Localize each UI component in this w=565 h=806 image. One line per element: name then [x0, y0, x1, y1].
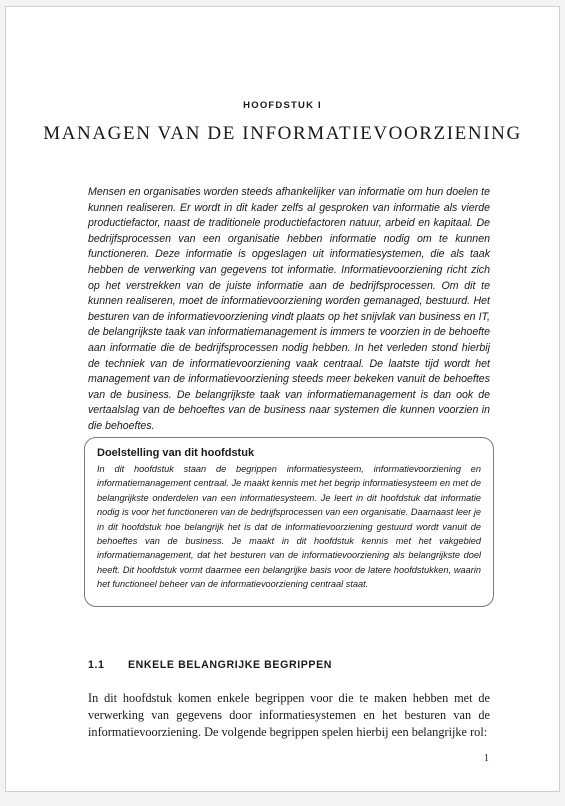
section-heading: [88, 659, 332, 671]
goal-box-title: Doelstelling van dit hoofdstuk: [97, 447, 255, 459]
book-page: [5, 6, 560, 792]
page-number: 1: [484, 753, 489, 764]
goal-box-text: In dit hoofdstuk staan de begrippen informatiesysteem, informatievoorziening en informatiemanagement centraal. Je maakt kennis met het begrip informatiesysteem en met de belangrijkste onderdelen van een informatiesysteem. Je leert in dit hoofdstuk dat informatie nodig is voor het functioneren van de bedrijfsprocessen van een organisatie. Daarnaast leer je in dit hoofdstuk hoe belangrijk het is dat de informatievoorziening gestuurd wordt vanuit de behoeftes van de business. Je maakt in dit hoofdstuk kennis met het vakgebied informatiemanagement, dat het besturen van de informatievoorziening als belangrijkste doel heeft. Dit hoofdstuk vormt daarmee een belangrijke basis voor de latere hoofdstukken, waarin het functioneel beheer van de informatievoorziening centraal staat.: [97, 464, 481, 590]
section-number: 1.1: [88, 659, 105, 671]
chapter-goal-box: [84, 437, 494, 607]
chapter-label: HOOFDSTUK I: [243, 100, 322, 111]
section-body-text: In dit hoofdstuk komen enkele begrippen voor die te maken hebben met de verwerking van gegevens door informatiesystemen en het besturen van de informatievoorziening. De volgende begrippen spelen hierbij een belangrijke rol:: [88, 691, 490, 740]
intro-paragraph: Mensen en organisaties worden steeds afhankelijker van informatie om hun doelen te kunnen realiseren. Er wordt in dit kader zelfs al gesproken van informatie als vierde productiefactor, naast de traditionele productiefactoren natuur, arbeid en kapitaal. De bedrijfsprocessen van een organisatie hebben informatie nodig om te kunnen functioneren. Deze informatie is opgeslagen uit informatiesystemen, die als taak hebben de verwerking van gegevens tot informatie. Informatievoorziening richt zich op het verstrekken van de juiste informatie aan de bedrijfsprocessen. Om dit te kunnen realiseren, moet de informatievoorziening worden gemanaged, bestuurd. Het besturen van de informatievoorziening vindt plaats op het snijvlak van business en IT, de belangrijkste taak van informatiemanagement is immers te voorzien in de behoefte aan informatie die de bedrijfsprocessen nodig hebben. In het verleden stond hierbij de techniek van de informatievoorziening vaak centraal. De laatste tijd wordt het management van de informatievoorziening steeds meer bekeken vanuit de behoeftes van de business. De belangrijkste taak van informatiemanagement is dan ook de vertaalslag van de behoeftes van de business naar systemen die kunnen voorzien in die behoeftes.: [88, 186, 490, 432]
section-title: ENKELE BELANGRIJKE BEGRIPPEN: [128, 659, 332, 671]
chapter-title: MANAGEN VAN DE INFORMATIEVOORZIENING: [43, 123, 522, 144]
